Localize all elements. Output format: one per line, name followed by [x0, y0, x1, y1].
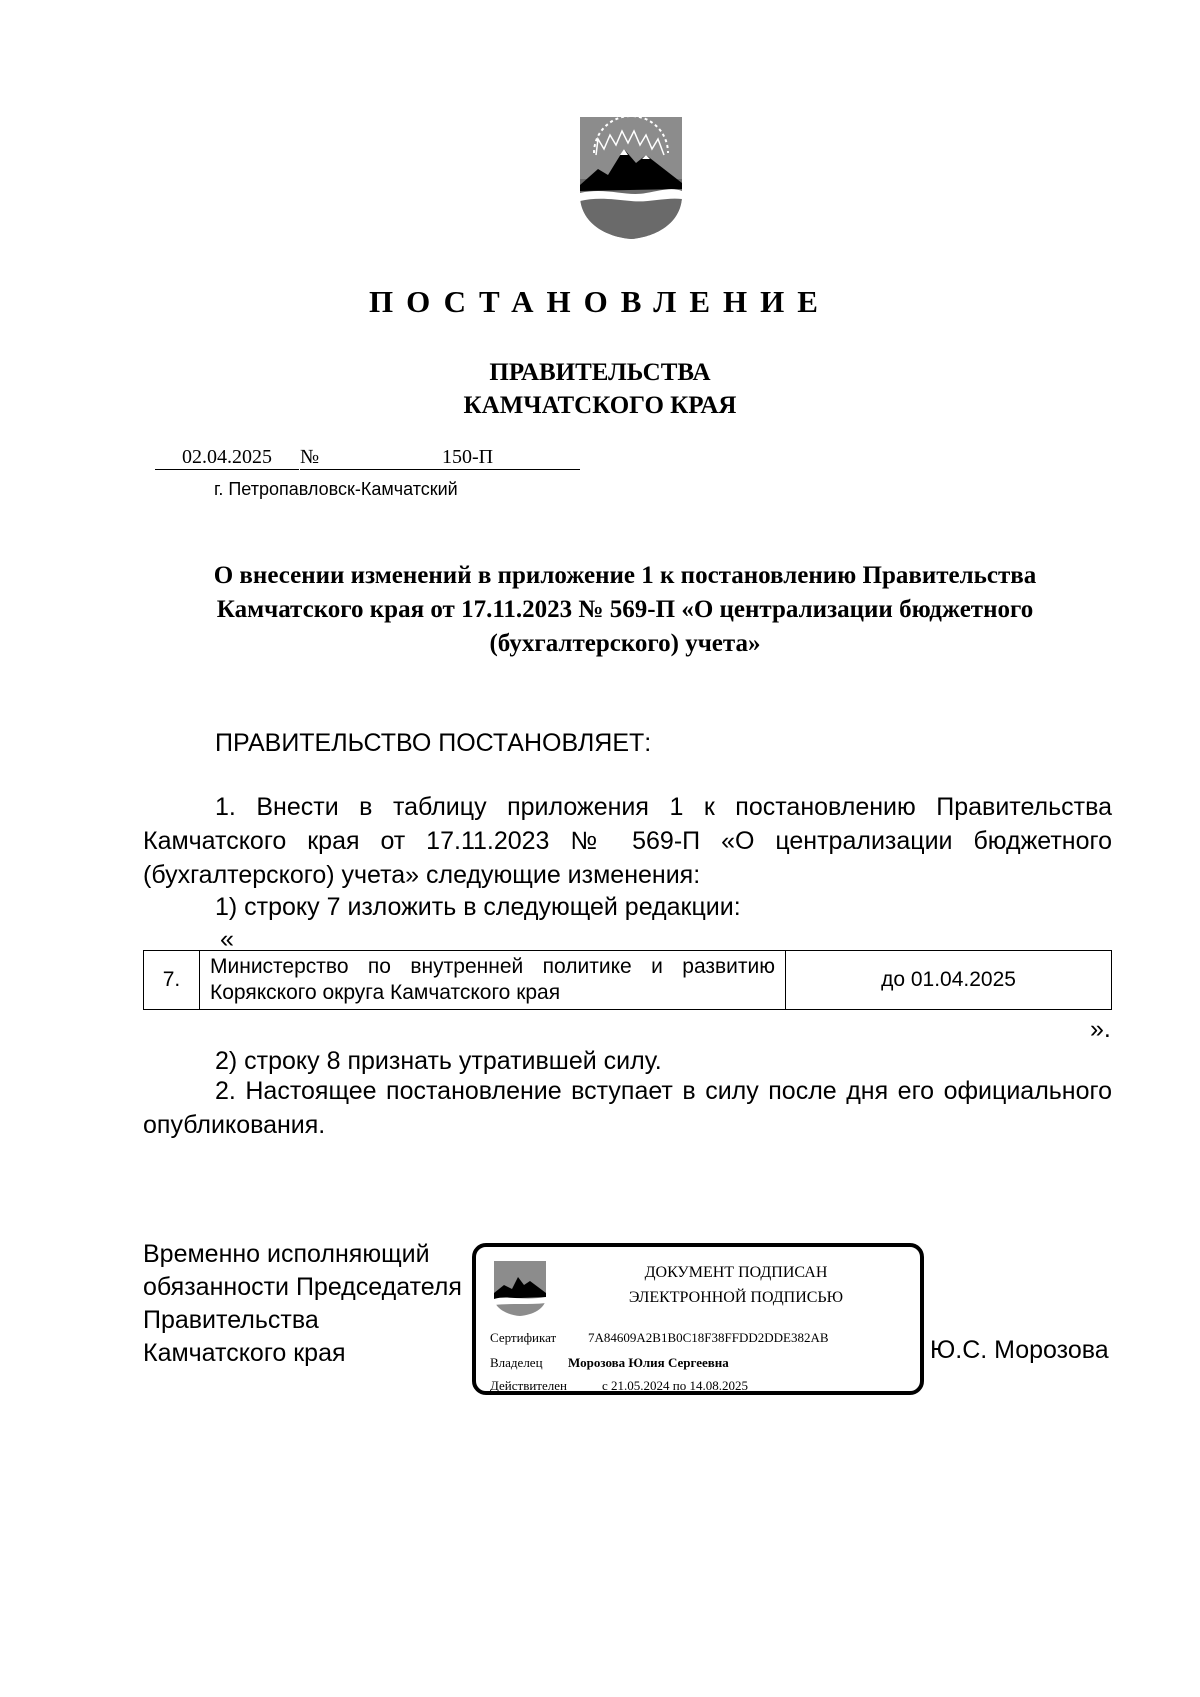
document-number: 150-П	[355, 445, 580, 470]
certificate-label: Сертификат	[490, 1330, 557, 1345]
quote-close: ».	[1090, 1015, 1111, 1043]
subparagraph-1: 1) строку 7 изложить в следующей редакции:	[215, 893, 741, 921]
amended-row-table	[143, 950, 1112, 1010]
stamp-coat-of-arms-icon	[492, 1259, 548, 1317]
issuing-authority	[0, 356, 1200, 422]
row-name-cell: Министерство по внутренней политике и развитию Корякского округа Камчатского края	[200, 951, 786, 1010]
stamp-certificate-row	[490, 1330, 829, 1346]
paragraph-1: 1. Внести в таблицу приложения 1 к постановлению Правительства Камчатского края от 17.11.2023 № 569-П «О централизации бюджетного (бухгалтерского) учета» следующие изменения:	[143, 793, 1112, 889]
city: г. Петропавловск-Камчатский	[214, 479, 458, 499]
document-type-title: ПОСТАНОВЛЕНИЕ	[369, 284, 831, 319]
row-number-cell: 7.	[144, 951, 200, 1010]
coat-of-arms-icon	[576, 113, 686, 241]
owner-value: Морозова Юлия Сергеевна	[568, 1355, 729, 1370]
number-sign: №	[300, 445, 360, 470]
position-line-4: Камчатского края	[143, 1339, 346, 1367]
owner-label: Владелец	[490, 1355, 543, 1370]
position-line-2: обязанности Председателя	[143, 1273, 462, 1301]
electronic-signature-stamp	[472, 1243, 924, 1395]
row-date-cell: до 01.04.2025	[786, 951, 1112, 1010]
quote-open: «	[220, 925, 234, 953]
position-line-3: Правительства	[143, 1306, 319, 1334]
document-date: 02.04.2025	[155, 445, 299, 470]
table-row	[144, 951, 1112, 1010]
certificate-value: 7A84609A2B1B0C18F38FFDD2DDE382AB	[588, 1330, 829, 1345]
stamp-title-line-1: ДОКУМЕНТ ПОДПИСАН	[644, 1264, 828, 1281]
stamp-title-line-2: ЭЛЕКТРОННОЙ ПОДПИСЬЮ	[628, 1289, 844, 1306]
decree-heading: ПРАВИТЕЛЬСТВО ПОСТАНОВЛЯЕТ:	[215, 729, 652, 757]
org-line-2: КАМЧАТСКОГО КРАЯ	[463, 392, 737, 419]
stamp-validity-row	[490, 1378, 748, 1394]
document-subject: О внесении изменений в приложение 1 к постановлению Правительства Камчатского края от 17.11.2023 № 569-П «О централизации бюджетного (бухгалтерского) учета»	[213, 562, 1037, 657]
position-line-1: Временно исполняющий	[143, 1240, 430, 1268]
validity-value: с 21.05.2024 по 14.08.2025	[602, 1378, 748, 1393]
stamp-owner-row	[490, 1355, 729, 1371]
stamp-title	[586, 1260, 886, 1310]
signer-position	[143, 1238, 462, 1370]
validity-label: Действителен	[490, 1378, 567, 1393]
subparagraph-2: 2) строку 8 признать утратившей силу.	[215, 1047, 662, 1075]
org-line-1: ПРАВИТЕЛЬСТВА	[489, 359, 711, 386]
paragraph-2: 2. Настоящее постановление вступает в силу после дня его официального опубликования.	[143, 1077, 1112, 1139]
signer-name: Ю.С. Морозова	[930, 1336, 1109, 1364]
